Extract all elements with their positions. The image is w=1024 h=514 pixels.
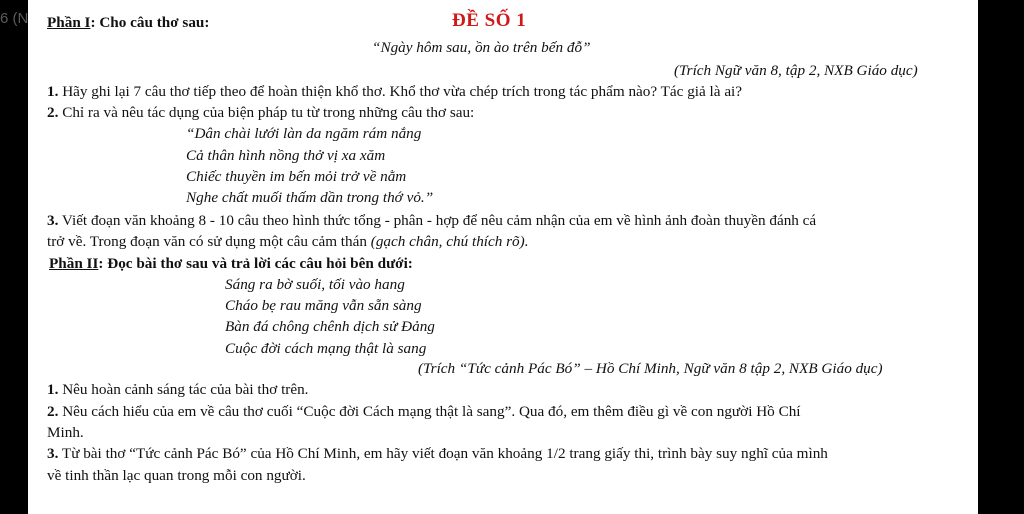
question-text: Viết đoạn văn khoảng 8 - 10 câu theo hình thức tổng - phân - hợp để nêu cảm nhận của em về hình ảnh đoàn thuyền đánh cá bbox=[58, 212, 817, 229]
part2-question-2 bbox=[47, 403, 801, 421]
question-number: 1. bbox=[47, 381, 59, 398]
question-number: 3. bbox=[47, 445, 59, 462]
question-number: 2. bbox=[47, 403, 59, 420]
question-text: Nêu hoàn cảnh sáng tác của bài thơ trên. bbox=[58, 381, 309, 398]
poem2-line-2: Cháo bẹ rau măng vẫn sẵn sàng bbox=[225, 297, 422, 314]
question-number: 2. bbox=[47, 104, 59, 121]
part1-question-1 bbox=[47, 83, 742, 101]
part2-heading-rest: : Đọc bài thơ sau và trả lời các câu hỏi bên dưới: bbox=[98, 255, 413, 272]
part1-label: Phần I bbox=[47, 14, 91, 31]
question-text: Hãy ghi lại 7 câu thơ tiếp theo để hoàn thiện khổ thơ. Khổ thơ vừa chép trích trong tác phẩm nào? Tác giả là ai? bbox=[58, 83, 743, 100]
quote-source: (Trích Ngữ văn 8, tập 2, NXB Giáo dục) bbox=[674, 62, 918, 79]
poem1-line-4: Nghe chất muối thấm dần trong thớ vỏ.” bbox=[186, 189, 434, 206]
question-number: 1. bbox=[47, 83, 59, 100]
poem1-line-1: “Dân chài lưới làn da ngăm rám nắng bbox=[186, 125, 422, 142]
question-number: 3. bbox=[47, 212, 59, 229]
question-text: Chỉ ra và nêu tác dụng của biện pháp tu từ trong những câu thơ sau: bbox=[58, 104, 475, 121]
poem2-line-1: Sáng ra bờ suối, tối vào hang bbox=[225, 276, 405, 293]
part2-question-3 bbox=[47, 445, 828, 463]
part2-label: Phần II bbox=[49, 255, 99, 272]
part2-heading bbox=[49, 255, 413, 273]
poem2-line-3: Bàn đá chông chênh dịch sử Đảng bbox=[225, 318, 435, 335]
part1-heading-rest: : Cho câu thơ sau: bbox=[90, 14, 210, 31]
page-title: ĐỀ SỐ 1 bbox=[452, 10, 527, 31]
part2-question-3-cont: về tinh thần lạc quan trong mỗi con người. bbox=[47, 467, 306, 484]
poem1-line-2: Cả thân hình nồng thở vị xa xăm bbox=[186, 147, 386, 164]
background-window-text: 6 (N bbox=[0, 10, 29, 27]
part2-question-2-cont: Minh. bbox=[47, 424, 84, 441]
part1-question-3 bbox=[47, 212, 816, 230]
question-text: trở về. Trong đoạn văn có sử dụng một câu cảm thán bbox=[47, 233, 371, 250]
poem2-source: (Trích “Tức cảnh Pác Bó” – Hồ Chí Minh, Ngữ văn 8 tập 2, NXB Giáo dục) bbox=[418, 360, 883, 377]
part2-question-1 bbox=[47, 381, 308, 399]
question-text: Nêu cách hiểu của em về câu thơ cuối “Cuộc đời Cách mạng thật là sang”. Qua đó, em thêm điều gì về con người Hồ Chí bbox=[58, 403, 801, 420]
part1-question-2 bbox=[47, 104, 474, 122]
question-text: Từ bài thơ “Tức cảnh Pác Bó” của Hồ Chí Minh, em hãy viết đoạn văn khoảng 1/2 trang giấy thi, trình bày suy nghĩ của mình bbox=[58, 445, 828, 462]
question-note: (gạch chân, chú thích rõ). bbox=[370, 233, 529, 250]
part1-question-3-cont bbox=[47, 233, 529, 251]
document-page bbox=[28, 0, 978, 514]
poem1-line-3: Chiếc thuyền im bến mỏi trở về nằm bbox=[186, 168, 407, 185]
poem2-line-4: Cuộc đời cách mạng thật là sang bbox=[225, 340, 427, 357]
quote-line: “Ngày hôm sau, ồn ào trên bến đỗ” bbox=[372, 39, 591, 56]
part1-heading bbox=[47, 14, 209, 32]
